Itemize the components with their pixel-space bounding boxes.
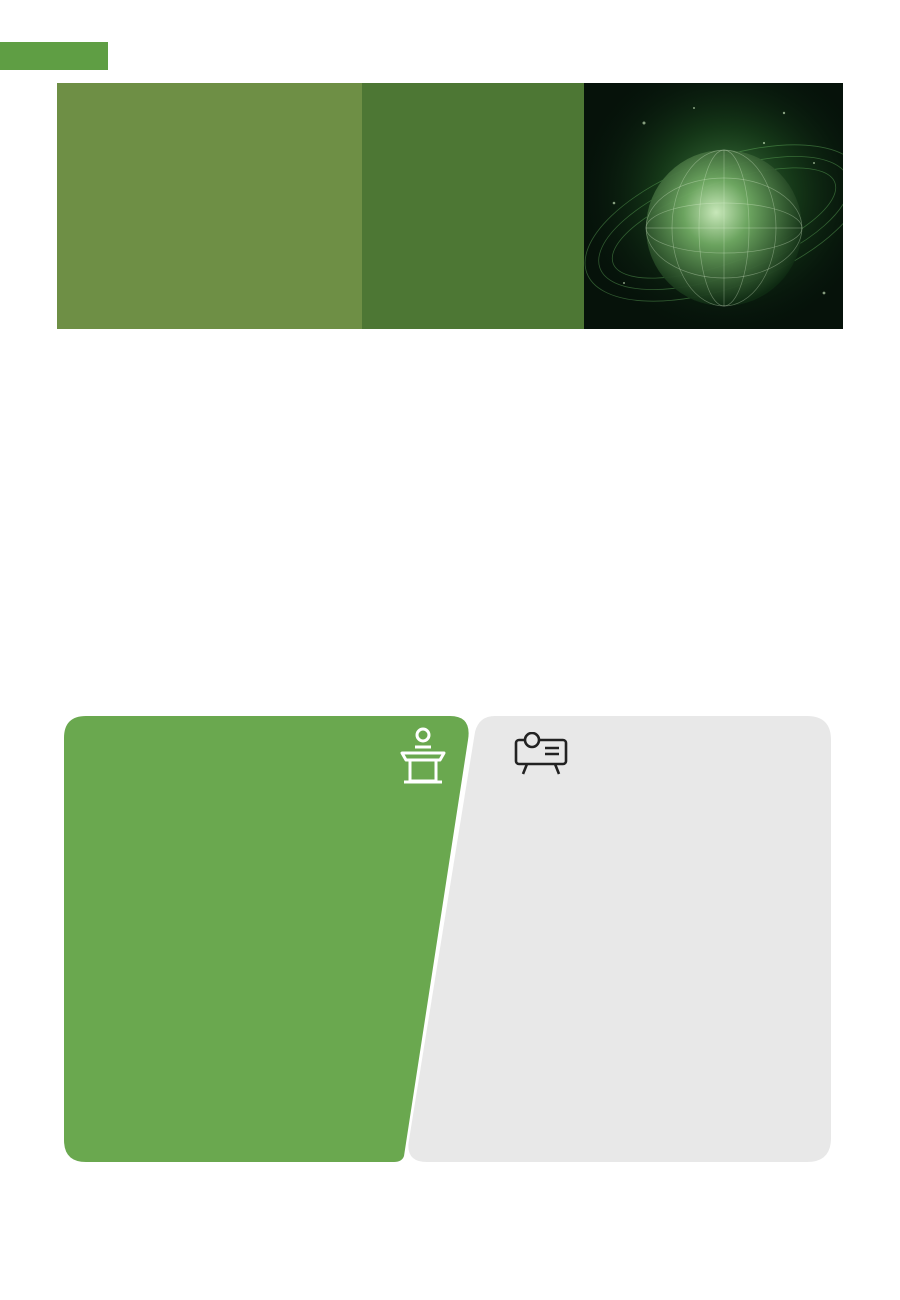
presentation-projector-icon	[513, 732, 569, 776]
hero-left-panel	[57, 83, 362, 329]
green-digital-globe-image	[584, 83, 843, 329]
header-accent-bar	[0, 42, 108, 70]
hero-banner	[57, 83, 843, 329]
hero-mid-panel	[362, 83, 584, 329]
downstream-business-card	[405, 716, 831, 1162]
frost-sullivan-logo	[346, 1218, 470, 1252]
